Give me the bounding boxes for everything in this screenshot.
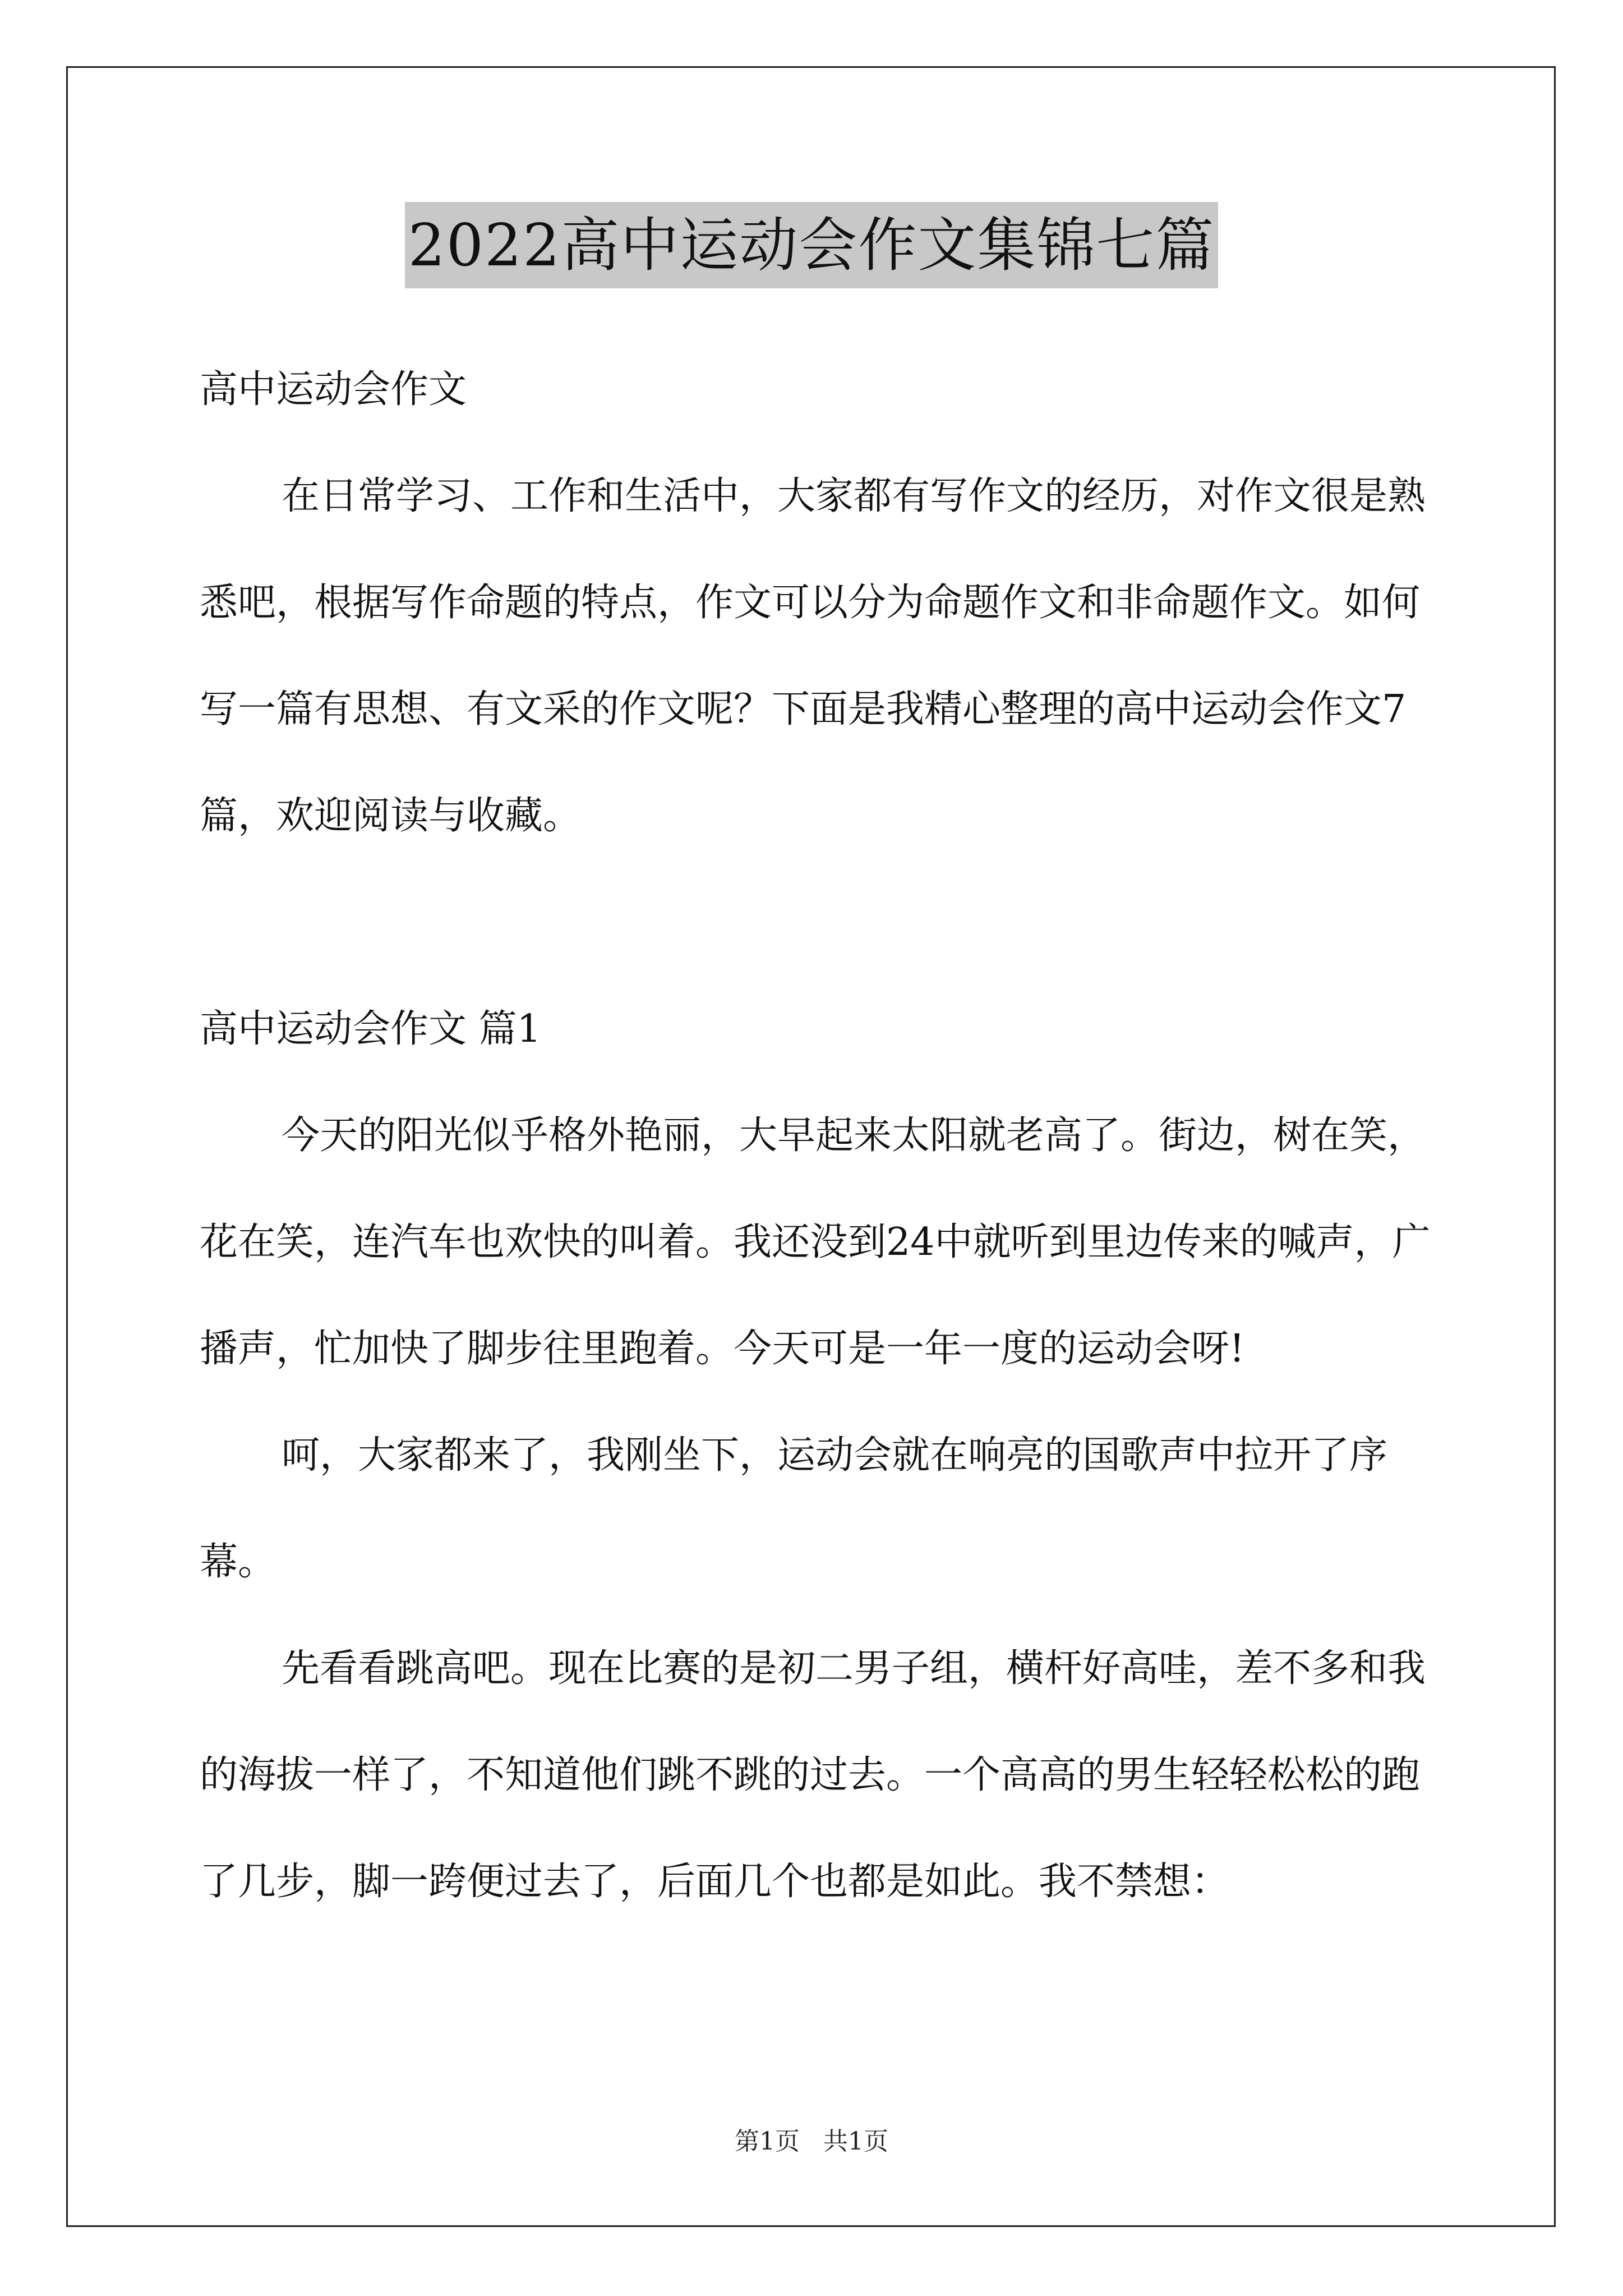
spacer [200,869,1433,976]
document-title: 2022高中运动会作文集锦七篇 [405,202,1219,288]
document-body [200,337,1433,1935]
section-heading: 高中运动会作文 [200,367,467,412]
essay-heading: 高中运动会作文 篇1 [200,1007,541,1051]
essay-paragraph: 先看看跳高吧。现在比赛的是初二男子组，横杆好高哇，差不多和我的海拔一样了，不知道他们跳不跳的过去。一个高高的男生轻轻松松的跑了几步，脚一跨便过去了，后面几个也都是如此。我不禁想： [200,1646,1426,1904]
intro-paragraph: 在日常学习、工作和生活中，大家都有写作文的经历，对作文很是熟悉吧，根据写作命题的特点，作文可以分为命题作文和非命题作文。如何写一篇有思想、有文采的作文呢？下面是我精心整理的高中运动会作文7篇，欢迎阅读与收藏。 [200,474,1426,838]
page-number: 第1页 [735,2127,800,2156]
page-total: 共1页 [823,2127,888,2156]
title-container [0,202,1623,288]
essay-paragraph: 今天的阳光似乎格外艳丽，大早起来太阳就老高了。街边，树在笑，花在笑，连汽车也欢快的叫着。我还没到24中就听到里边传来的喊声，广播声，忙加快了脚步往里跑着。今天可是一年一度的运动会呀! [200,1114,1431,1371]
page-footer [0,2125,1623,2159]
essay-paragraph: 呵，大家都来了，我刚坐下，运动会就在响亮的国歌声中拉开了序幕。 [200,1433,1388,1584]
